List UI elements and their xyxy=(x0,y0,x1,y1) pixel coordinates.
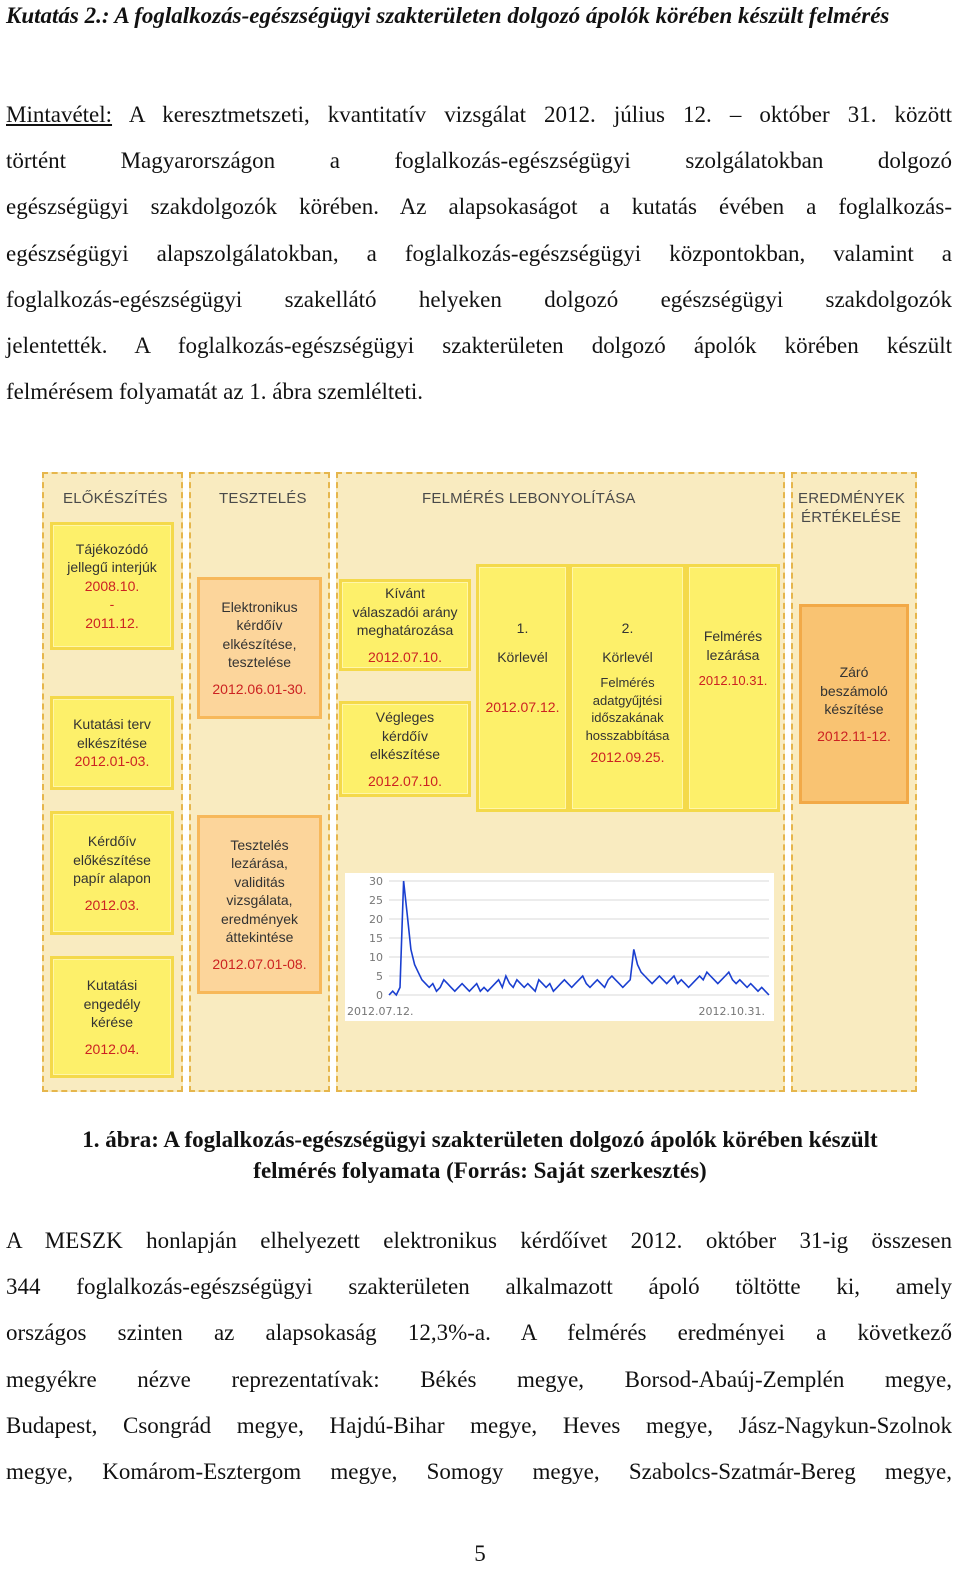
column-heading: ELŐKÉSZÍTÉS xyxy=(63,490,168,507)
box-date: - xyxy=(109,596,115,613)
box-text: kérdőív xyxy=(236,617,283,634)
caption-line: 1. ábra: A foglalkozás-egészségügyi szakterületen dolgozó ápolók körében készült xyxy=(82,1127,878,1152)
box-text: Kutatási terv xyxy=(73,716,151,733)
box-date: 2012.07.12. xyxy=(485,699,560,715)
y-tick-label: 0 xyxy=(376,989,383,1002)
box-text: időszakának xyxy=(591,710,664,725)
box-date: 2012.04. xyxy=(84,1040,140,1057)
box-date: 2012.09.25. xyxy=(590,749,665,765)
paragraph-line: jelentették. A foglalkozás-egészségügyi szakterületen dolgozó ápolók körében készült xyxy=(6,333,952,359)
box-response-ratio xyxy=(339,579,471,671)
box-interviews xyxy=(50,522,174,650)
box-text: tesztelése xyxy=(227,654,292,671)
paragraph-line: megyékre nézve reprezentatívak: Békés megye, Borsod-Abaúj-Zemplén megye, xyxy=(6,1366,952,1392)
box-text: Tesztelés xyxy=(230,836,289,853)
box-text: Elektronikus xyxy=(221,598,298,615)
box-text: Kutatási xyxy=(86,977,138,993)
paragraph-line: egészségügyi szakdolgozók körében. Az alapsokaságot a kutatás évében a foglalkozás- xyxy=(6,194,952,220)
box-text: jellegű interjúk xyxy=(67,559,157,576)
box-final-report xyxy=(799,604,909,804)
box-circular-2 xyxy=(569,564,686,812)
y-tick-label: 20 xyxy=(369,913,383,926)
box-text: Körlevél xyxy=(497,648,548,665)
box-text: Kérdőív xyxy=(87,833,137,849)
y-tick-label: 15 xyxy=(369,932,383,945)
box-final-questionnaire xyxy=(339,701,471,797)
box-date: 2012.07.10. xyxy=(368,772,442,789)
paragraph-line: megye, Komárom-Esztergom megye, Somogy megye, Szabolcs-Szatmár-Bereg megye, xyxy=(6,1459,952,1485)
box-survey-close xyxy=(686,564,780,812)
section-heading: Kutatás 2.: A foglalkozás-egészségügyi szakterületen dolgozó ápolók körében készült felmérés xyxy=(6,3,890,28)
box-date: 2012.03. xyxy=(84,896,140,913)
box-text: Felmérés xyxy=(703,628,763,644)
box-permit xyxy=(50,956,174,1078)
box-text: elkészítése xyxy=(76,734,148,751)
box-text: áttekintése xyxy=(225,929,294,946)
box-text: 2. xyxy=(621,620,634,636)
y-tick-label: 30 xyxy=(369,875,383,888)
box-text: kérdőív xyxy=(382,727,428,744)
box-text: Kívánt xyxy=(385,585,425,601)
box-text: előkészítése xyxy=(73,851,151,868)
box-text: Felmérés xyxy=(600,675,655,690)
y-tick-label: 10 xyxy=(369,951,383,964)
box-text: Záró xyxy=(839,664,869,680)
box-text: validitás xyxy=(234,873,285,890)
box-text: hosszabbítása xyxy=(585,727,670,743)
box-paper-questionnaire xyxy=(50,811,174,935)
results-paragraph xyxy=(6,1218,952,1495)
box-text: válaszadói arány xyxy=(352,603,458,620)
box-text: Végleges xyxy=(375,709,435,725)
box-date: 2012.06.01-30. xyxy=(212,680,307,697)
box-text: Tájékozódó xyxy=(75,540,149,557)
paragraph-line: A MESZK honlapján elhelyezett elektronikus kérdőívet 2012. október 31-ig összesen xyxy=(6,1228,952,1253)
column-heading: ÉRTÉKELÉSE xyxy=(801,509,902,526)
column-heading: TESZTELÉS xyxy=(219,490,307,507)
column-heading: EREDMÉNYEK xyxy=(798,490,906,507)
box-date: 2011.12. xyxy=(85,614,139,631)
paragraph-line: egészségügyi alapszolgálatokban, a foglalkozás-egészségügyi központokban, valamint a xyxy=(6,240,952,266)
box-text: meghatározása xyxy=(356,622,454,638)
response-chart xyxy=(345,873,774,1021)
paragraph-line: országos szinten az alapsokaság 12,3%-a. A felmérés eredményei a következő xyxy=(6,1320,952,1346)
y-tick-label: 25 xyxy=(369,894,383,907)
paragraph-line: felmérésem folyamatát az 1. ábra szemlélteti. xyxy=(6,379,423,405)
column-testing xyxy=(189,472,330,1092)
box-text: engedély xyxy=(83,995,141,1012)
caption-line: felmérés folyamata (Forrás: Saját szerkesztés) xyxy=(253,1158,707,1183)
box-text: beszámoló xyxy=(820,682,888,699)
x-tick-label: 2012.10.31. xyxy=(698,1005,765,1018)
box-text: adatgyűjtési xyxy=(592,692,663,708)
paragraph-line: történt Magyarországon a foglalkozás-egészségügyi szolgálatokban dolgozó xyxy=(6,148,952,174)
sampling-label: Mintavétel: xyxy=(6,102,113,127)
box-date: 2008.10. xyxy=(84,577,140,594)
box-text: vizsgálata, xyxy=(226,892,293,909)
box-text: 1. xyxy=(516,620,529,636)
column-heading: FELMÉRÉS LEBONYOLÍTÁSA xyxy=(422,490,636,507)
box-date: 2012.07.10. xyxy=(368,648,442,665)
box-date: 2012.01-03. xyxy=(74,753,150,770)
page-number: 5 xyxy=(474,1541,486,1566)
box-text: készítése xyxy=(824,701,884,717)
box-text: elkészítése xyxy=(369,746,441,762)
box-text: papír alapon xyxy=(73,870,151,886)
box-date: 2012.07.01-08. xyxy=(212,955,307,972)
box-text: kérése xyxy=(90,1014,134,1030)
box-text: lezárása, xyxy=(231,855,288,872)
box-text: eredmények xyxy=(220,910,299,927)
figure-caption xyxy=(0,1124,960,1186)
box-test-closing xyxy=(197,815,322,994)
box-electronic-questionnaire xyxy=(197,577,322,719)
paragraph-line: 344 foglalkozás-egészségügyi szakterületen alkalmazott ápoló töltötte ki, amely xyxy=(6,1274,952,1300)
paragraph-line: foglalkozás-egészségügyi szakellátó helyeken dolgozó egészségügyi szakdolgozók xyxy=(6,286,952,312)
box-circular-1 xyxy=(476,564,569,812)
paragraph-line: Budapest, Csongrád megye, Hajdú-Bihar megye, Heves megye, Jász-Nagykun-Szolnok xyxy=(6,1412,952,1438)
y-tick-label: 5 xyxy=(376,970,383,983)
box-research-plan xyxy=(50,696,174,790)
box-date: 2012.11-12. xyxy=(817,727,891,744)
x-tick-label: 2012.07.12. xyxy=(347,1005,414,1018)
box-text: lezárása xyxy=(706,646,760,663)
box-text: elkészítése, xyxy=(222,635,297,652)
response-line-chart xyxy=(345,873,774,1021)
box-date: 2012.10.31. xyxy=(698,673,768,688)
box-text: Körlevél xyxy=(602,648,653,665)
paragraph-line: A keresztmetszeti, kvantitatív vizsgálat 2012. július 12. – október 31. között xyxy=(112,102,952,127)
